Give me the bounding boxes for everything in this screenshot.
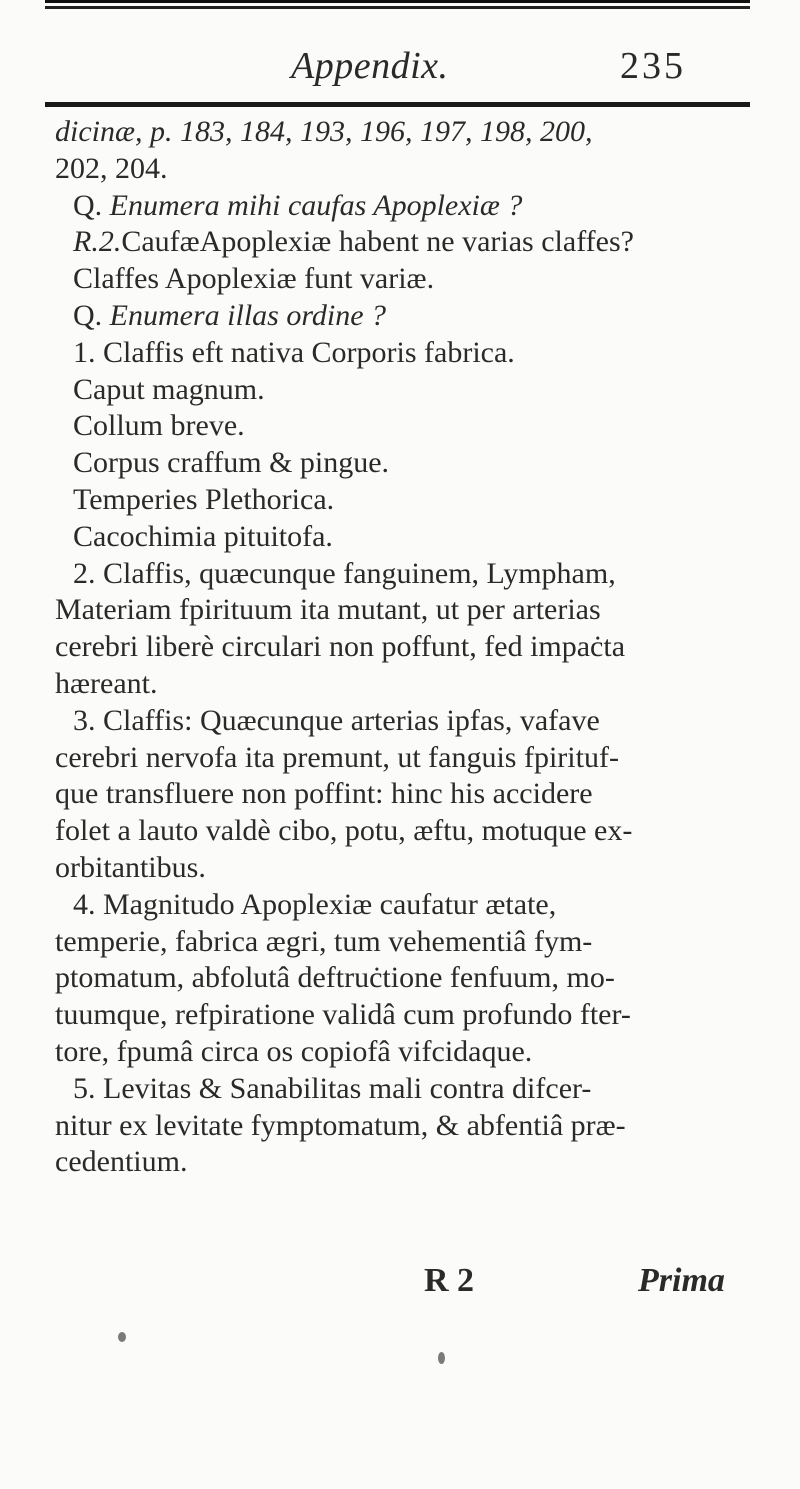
question-label: Q. [73,298,103,332]
page-number: 235 [620,45,686,87]
text-line: cerebri nervofa ita premunt, ut fanguis fpirituf- [55,740,619,774]
question-label: Q. [73,188,103,222]
signature-mark: R 2 [424,1262,475,1299]
text-line: que transfluere non poffint: hinc his accidere [55,777,593,811]
text-line: Cacochimia pituitofa. [73,519,333,553]
text-line: Collum breve. [73,409,245,443]
text-line: 2. Claffis, quæcunque fanguinem, Lympham, [73,556,616,590]
catchword: Prima [638,1262,725,1299]
answer-text: CaufæApoplexiæ habent ne varias claffes? [121,225,634,259]
text-line: Materiam fpirituum ita mutant, ut per arterias [55,593,601,627]
text-line: tore, fpumâ circa os copiofâ vifcidaque. [55,1034,533,1068]
page-footer [0,1262,800,1322]
question-text: Enumera mihi caufas Apoplexiæ ? [109,188,523,222]
question-text: Enumera illas ordine ? [109,298,387,332]
text-line: temperie, fabrica ægri, tum vehementiâ fym- [55,924,593,958]
text-line: 5. Levitas & Sanabilitas mali contra difcer- [73,1071,592,1105]
text-line: 202, 204. [55,151,168,185]
body-text [55,114,755,1181]
text-line: hæreant. [55,666,158,700]
text-line: Caput magnum. [73,372,265,406]
text-line: dicinæ, p. 183, 184, 193, 196, 197, 198, 200, [55,115,593,148]
text-line: Claffes Apoplexiæ funt variæ. [73,262,435,296]
page-header [45,42,750,107]
text-line: 1. Claffis eft nativa Corporis fabrica. [73,335,515,369]
text-line: 4. Magnitudo Apoplexiæ caufatur ætate, [73,887,557,921]
text-line: cedentium. [55,1145,188,1179]
text-line: tuumque, refpiratione validâ cum profundo fter- [55,998,631,1032]
question-line [55,188,755,225]
text-line: orbitantibus. [55,850,206,884]
top-border-band [45,0,750,14]
text-line: Corpus craffum & pingue. [73,446,390,480]
text-line: cerebri liberè circulari non poffunt, fed impaċta [55,630,626,664]
text-line: 3. Claffis: Quæcunque arterias ipfas, vafave [73,703,600,737]
running-head: Appendix. [291,45,449,87]
question-line [55,298,755,335]
text-line: nitur ex levitate fymptomatum, & abfentiâ præ- [55,1108,626,1142]
answer-line [55,224,755,261]
answer-label: R.2. [73,225,122,259]
text-line: ptomatum, abfolutâ deftruċtione fenfuum, mo- [55,961,615,995]
ink-smudge [118,1332,126,1342]
ink-smudge [438,1352,445,1364]
text-line: folet a lauto valdè cibo, potu, æftu, motuque ex- [55,814,633,848]
text-line: Temperies Plethorica. [73,482,335,516]
